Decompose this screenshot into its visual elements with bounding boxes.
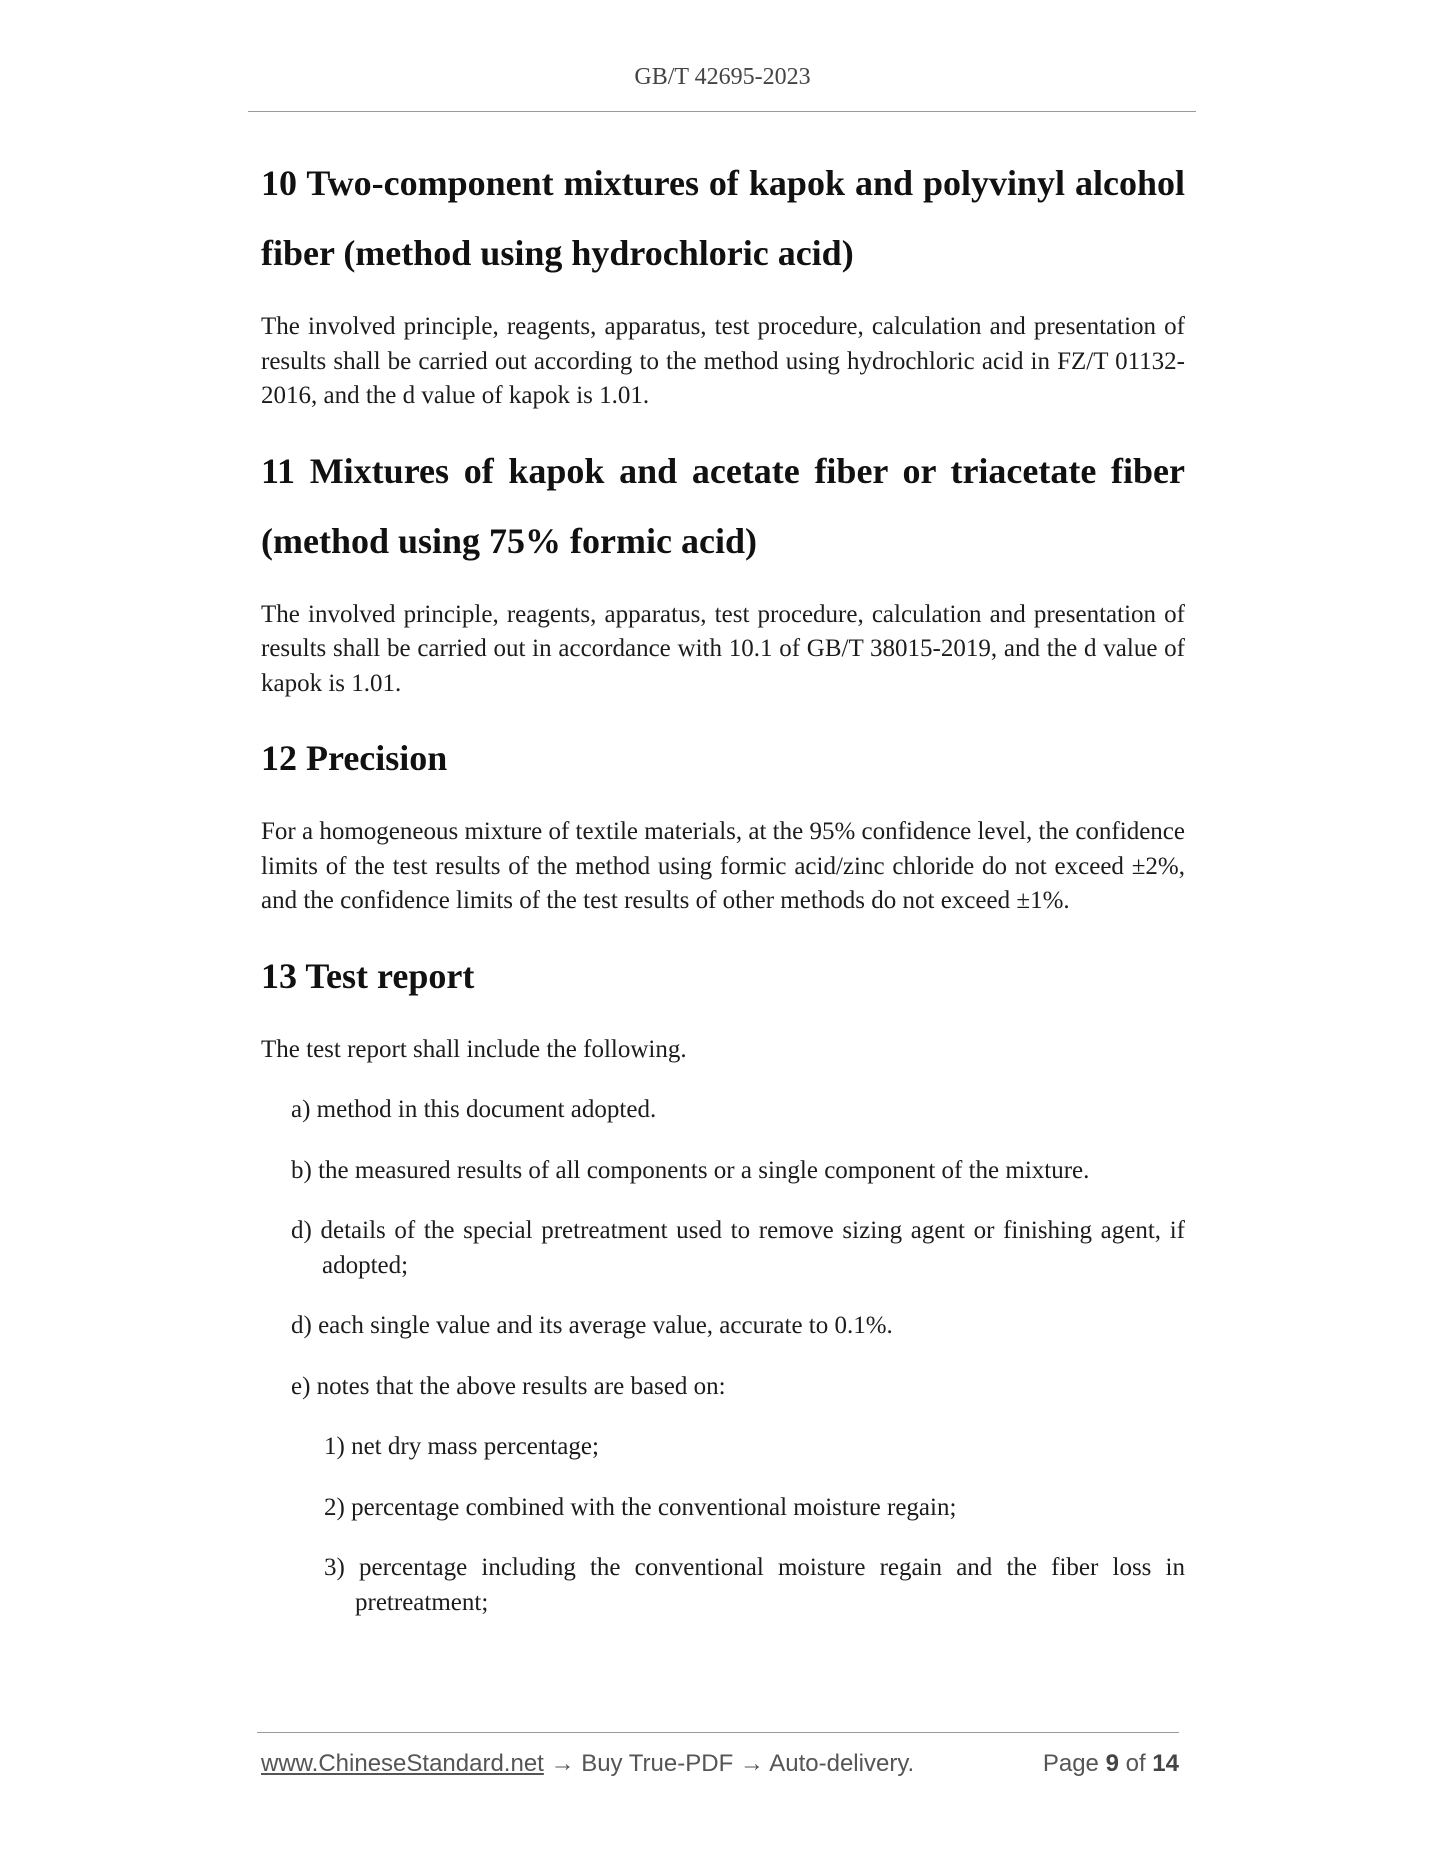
sub-list-item: 1) net dry mass percentage; (324, 1433, 599, 1460)
sub-list-item: 2) percentage combined with the conventional moisture regain; (324, 1493, 957, 1521)
header-divider (248, 111, 1196, 112)
list-item: d) each single value and its average value, accurate to 0.1%. (291, 1312, 893, 1339)
page-number (1043, 1750, 1179, 1778)
footer-promo (261, 1750, 914, 1778)
website-link[interactable]: www.ChineseStandard.net (261, 1750, 544, 1777)
auto-delivery-text: Auto-delivery. (769, 1750, 915, 1777)
footer-divider (257, 1732, 1179, 1733)
page-of-label: of (1125, 1750, 1146, 1777)
sub-list-item: 3) percentage including the conventional moisture regain and the fiber loss in pretreatment; (324, 1554, 1185, 1616)
arrow-right-icon: → (550, 1750, 575, 1777)
buy-pdf-text: Buy True-PDF (581, 1750, 734, 1777)
document-code-header: GB/T 42695-2023 (634, 64, 811, 90)
section-13-body: The test report shall include the following. (261, 1035, 687, 1063)
page-label: Page (1042, 1750, 1099, 1777)
arrow-right-icon: → (739, 1750, 764, 1777)
list-item: b) the measured results of all components or a single component of the mixture. (291, 1156, 1090, 1184)
list-item: e) notes that the above results are based on: (291, 1372, 726, 1400)
page-footer (261, 1750, 1179, 1784)
list-item: a) method in this document adopted. (291, 1096, 657, 1123)
section-12-heading: 12 Precision (261, 738, 448, 778)
list-item: d) details of the special pretreatment used to remove sizing agent or finishing agent, if adopted; (291, 1217, 1185, 1279)
section-10-heading: 10 Two-component mixtures of kapok and polyvinyl alcohol fiber (method using hydrochloric acid) (261, 163, 1185, 273)
page-current: 9 (1105, 1750, 1119, 1777)
page-total: 14 (1152, 1750, 1179, 1777)
page-content (261, 148, 1185, 1620)
section-10-body: The involved principle, reagents, apparatus, test procedure, calculation and presentation of results shall be carried out according to the method using hydrochloric acid in FZ/T 01132-2016, and the d value of kapok is 1.01. (261, 313, 1185, 409)
section-13-heading: 13 Test report (261, 955, 475, 996)
section-11-heading: 11 Mixtures of kapok and acetate fiber or triacetate fiber (method using 75% formic acid) (261, 450, 1185, 561)
section-11-body: The involved principle, reagents, apparatus, test procedure, calculation and presentation of results shall be carried out in accordance with 10.1 of GB/T 38015-2019, and the d value of kapok is 1.01. (261, 600, 1185, 697)
section-12-body: For a homogeneous mixture of textile materials, at the 95% confidence level, the confidence limits of the test results of the method using formic acid/zinc chloride do not exceed ±2%, and the confidence limits of the test results of other methods do not exceed ±1%. (261, 818, 1185, 914)
